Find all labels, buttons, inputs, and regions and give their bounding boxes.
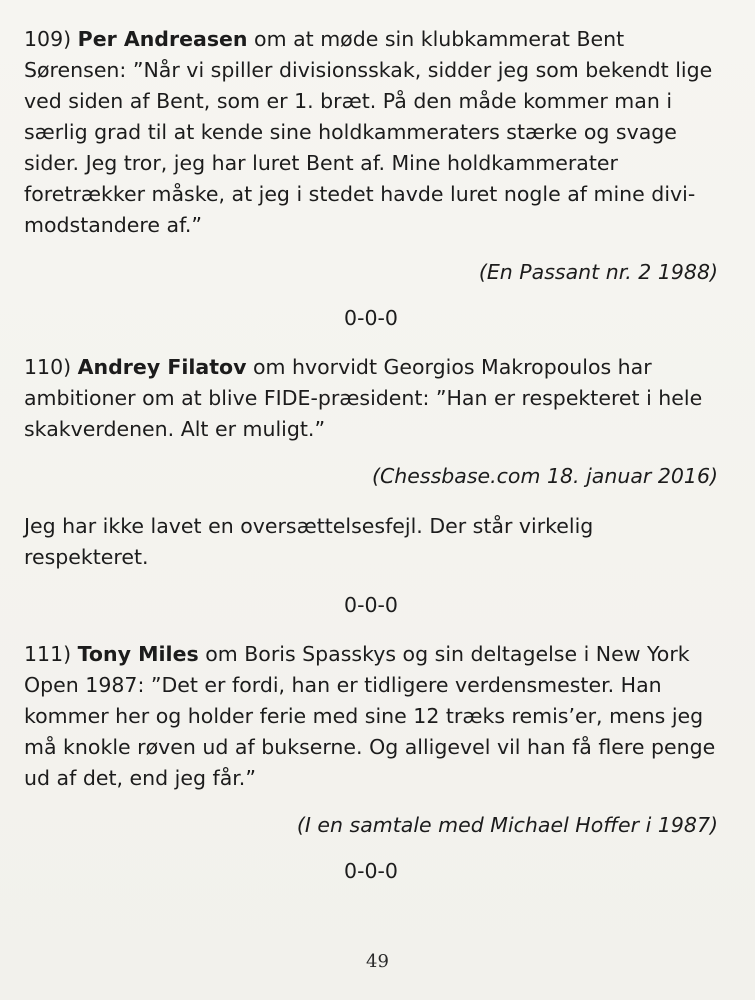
person-name: Tony Miles bbox=[77, 642, 199, 666]
separator: 0-0-0 bbox=[344, 306, 398, 330]
entry-110-text bbox=[24, 352, 718, 445]
page-content bbox=[24, 24, 718, 887]
entry-number: 111) bbox=[24, 642, 72, 666]
page-number: 49 bbox=[366, 951, 389, 972]
person-name: Per Andreasen bbox=[77, 27, 248, 51]
entry-110-source: (Chessbase.com 18. januar 2016) bbox=[372, 464, 718, 488]
separator: 0-0-0 bbox=[344, 859, 398, 883]
quote-text: om at møde sin klubkammerat Bent Sørensen: ”Når vi spiller divisionsskak, sidder jeg som bekendt lige ved siden af Bent, som er 1. bræt. På den måde kommer man i særlig grad til at kende sine holdkammeraters stærke og svage sider. Jeg tror, jeg har luret Bent af. Mine holdkammerater foretrækker måske, at jeg i stedet havde luret nogle af mine divi-modstandere af.” bbox=[24, 27, 713, 237]
entry-number: 110) bbox=[24, 355, 72, 379]
entry-110-note: Jeg har ikke lavet en oversættelsesfejl. Der står virkelig respekteret. bbox=[24, 514, 594, 569]
quote-text: om hvorvidt Georgios Makropoulos har ambitioner om at blive FIDE-præsident: ”Han er respekteret i hele skakverdenen. Alt er muligt.” bbox=[24, 355, 703, 441]
entry-109-text bbox=[24, 24, 718, 241]
entry-109-source: (En Passant nr. 2 1988) bbox=[478, 260, 718, 284]
separator: 0-0-0 bbox=[344, 593, 398, 617]
entry-number: 109) bbox=[24, 27, 72, 51]
entry-111-source: (I en samtale med Michael Hoffer i 1987) bbox=[296, 813, 718, 837]
quote-text: om Boris Spasskys og sin deltagelse i New York Open 1987: ”Det er fordi, han er tidligere verdensmester. Han kommer her og holder ferie med sine 12 træks remis’er, mens jeg må knokle røven ud af bukserne. Og alligevel vil han få flere penge ud af det, end jeg får.” bbox=[24, 642, 716, 790]
entry-111-text bbox=[24, 639, 718, 794]
person-name: Andrey Filatov bbox=[77, 355, 247, 379]
